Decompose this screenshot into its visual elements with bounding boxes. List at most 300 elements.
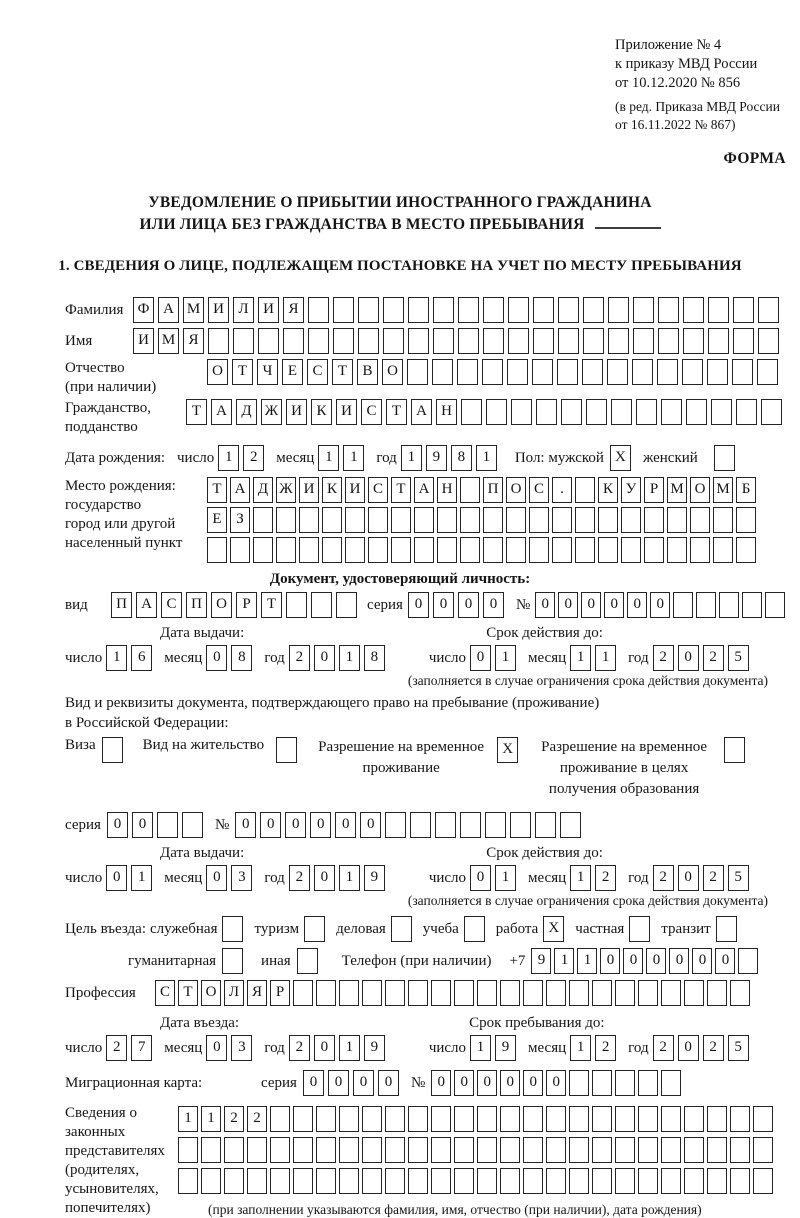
residence-valid-year-cell[interactable]: 0 xyxy=(678,865,699,891)
representative-cell[interactable]: 1 xyxy=(201,1106,221,1132)
birth-place-cell[interactable]: З xyxy=(230,507,250,533)
birth-place-cell[interactable]: Н xyxy=(437,477,457,503)
representative-cell[interactable] xyxy=(224,1168,244,1194)
doc-type-cell[interactable]: П xyxy=(186,592,207,618)
surname-cell[interactable] xyxy=(683,297,704,323)
doc-number-cell[interactable]: 0 xyxy=(558,592,578,618)
residence-number-cell[interactable]: 0 xyxy=(285,812,306,838)
birth-place-cell[interactable] xyxy=(345,507,365,533)
representative-cell[interactable] xyxy=(362,1106,382,1132)
patronymic-cell[interactable]: Ч xyxy=(257,359,278,385)
residence-number-cell[interactable]: 0 xyxy=(235,812,256,838)
profession-cell[interactable]: Л xyxy=(224,980,244,1006)
purpose-other-checkbox[interactable] xyxy=(297,948,318,974)
given-name-cell[interactable] xyxy=(708,328,729,354)
birth-place-cell[interactable] xyxy=(690,507,710,533)
citizenship-cell[interactable] xyxy=(611,399,632,425)
birth-place-cell[interactable] xyxy=(368,507,388,533)
doc-type-cell[interactable]: О xyxy=(211,592,232,618)
birth-place-cell[interactable] xyxy=(276,537,296,563)
migration-series-cell[interactable]: 0 xyxy=(378,1070,399,1096)
phone-digit-cell[interactable] xyxy=(738,948,758,974)
surname-cell[interactable]: Ф xyxy=(133,297,154,323)
doc-valid-year-cell[interactable]: 2 xyxy=(703,645,724,671)
profession-cell[interactable] xyxy=(293,980,313,1006)
birth-place-cell[interactable] xyxy=(552,537,572,563)
entry-year-cell[interactable]: 0 xyxy=(314,1035,335,1061)
representative-cell[interactable] xyxy=(385,1137,405,1163)
residence-issue-year-cell[interactable]: 1 xyxy=(339,865,360,891)
representative-cell[interactable] xyxy=(569,1106,589,1132)
representative-cell[interactable] xyxy=(339,1137,359,1163)
citizenship-cell[interactable] xyxy=(761,399,782,425)
surname-cell[interactable] xyxy=(583,297,604,323)
surname-cell[interactable]: Л xyxy=(233,297,254,323)
birth-year-cell[interactable]: 8 xyxy=(451,445,472,471)
doc-valid-month-cell[interactable]: 1 xyxy=(595,645,616,671)
profession-cell[interactable] xyxy=(431,980,451,1006)
representative-cell[interactable] xyxy=(523,1168,543,1194)
birth-place-cell[interactable] xyxy=(621,507,641,533)
profession-cell[interactable] xyxy=(339,980,359,1006)
profession-cell[interactable] xyxy=(638,980,658,1006)
citizenship-cell[interactable] xyxy=(586,399,607,425)
residence-number-cell[interactable] xyxy=(510,812,531,838)
surname-cell[interactable]: М xyxy=(183,297,204,323)
phone-digit-cell[interactable]: 9 xyxy=(531,948,551,974)
representative-cell[interactable] xyxy=(270,1106,290,1132)
representative-cell[interactable] xyxy=(477,1106,497,1132)
birth-place-cell[interactable] xyxy=(322,507,342,533)
birth-place-cell[interactable] xyxy=(414,507,434,533)
stay-year-cell[interactable]: 2 xyxy=(703,1035,724,1061)
surname-cell[interactable] xyxy=(658,297,679,323)
doc-number-cell[interactable] xyxy=(719,592,739,618)
patronymic-cell[interactable] xyxy=(507,359,528,385)
birth-place-cell[interactable]: Е xyxy=(207,507,227,533)
birth-place-cell[interactable]: А xyxy=(230,477,250,503)
given-name-cell[interactable] xyxy=(308,328,329,354)
representative-cell[interactable] xyxy=(293,1168,313,1194)
profession-cell[interactable] xyxy=(592,980,612,1006)
doc-issue-year-cell[interactable]: 8 xyxy=(364,645,385,671)
phone-digit-cell[interactable]: 0 xyxy=(692,948,712,974)
birth-place-cell[interactable]: О xyxy=(690,477,710,503)
representative-cell[interactable] xyxy=(408,1168,428,1194)
patronymic-cell[interactable] xyxy=(607,359,628,385)
profession-cell[interactable] xyxy=(316,980,336,1006)
birth-place-cell[interactable] xyxy=(575,477,595,503)
patronymic-cell[interactable] xyxy=(407,359,428,385)
doc-issue-year-cell[interactable]: 2 xyxy=(289,645,310,671)
doc-valid-day-cell[interactable]: 0 xyxy=(470,645,491,671)
citizenship-cell[interactable]: Н xyxy=(436,399,457,425)
profession-cell[interactable]: С xyxy=(155,980,175,1006)
profession-cell[interactable] xyxy=(477,980,497,1006)
birth-place-cell[interactable] xyxy=(299,537,319,563)
residence-valid-day-cell[interactable]: 0 xyxy=(470,865,491,891)
entry-year-cell[interactable]: 2 xyxy=(289,1035,310,1061)
given-name-cell[interactable] xyxy=(458,328,479,354)
representative-cell[interactable] xyxy=(339,1106,359,1132)
representative-cell[interactable] xyxy=(546,1168,566,1194)
male-checkbox[interactable]: X xyxy=(610,445,631,471)
representative-cell[interactable] xyxy=(615,1106,635,1132)
given-name-cell[interactable] xyxy=(533,328,554,354)
birth-place-cell[interactable]: Р xyxy=(644,477,664,503)
residence-number-cell[interactable] xyxy=(535,812,556,838)
migration-number-cell[interactable] xyxy=(592,1070,612,1096)
given-name-cell[interactable]: Я xyxy=(183,328,204,354)
representative-cell[interactable] xyxy=(730,1168,750,1194)
residence-number-cell[interactable]: 0 xyxy=(310,812,331,838)
profession-cell[interactable] xyxy=(684,980,704,1006)
citizenship-cell[interactable]: А xyxy=(411,399,432,425)
representative-cell[interactable] xyxy=(270,1137,290,1163)
birth-place-cell[interactable] xyxy=(506,507,526,533)
representative-cell[interactable] xyxy=(385,1106,405,1132)
doc-type-cell[interactable]: Р xyxy=(236,592,257,618)
phone-digit-cell[interactable]: 0 xyxy=(600,948,620,974)
birth-place-cell[interactable]: Д xyxy=(253,477,273,503)
migration-series-cell[interactable]: 0 xyxy=(353,1070,374,1096)
representative-cell[interactable] xyxy=(454,1106,474,1132)
birth-place-cell[interactable] xyxy=(391,507,411,533)
residence-issue-year-cell[interactable]: 0 xyxy=(314,865,335,891)
birth-place-cell[interactable]: . xyxy=(552,477,572,503)
residence-series-cell[interactable] xyxy=(157,812,178,838)
migration-number-cell[interactable]: 0 xyxy=(477,1070,497,1096)
residence-series-cell[interactable]: 0 xyxy=(107,812,128,838)
residence-valid-month-cell[interactable]: 2 xyxy=(595,865,616,891)
purpose-private-checkbox[interactable] xyxy=(629,916,650,942)
visa-checkbox[interactable] xyxy=(102,737,123,763)
patronymic-cell[interactable] xyxy=(532,359,553,385)
stay-year-cell[interactable]: 2 xyxy=(653,1035,674,1061)
citizenship-cell[interactable]: А xyxy=(211,399,232,425)
given-name-cell[interactable] xyxy=(658,328,679,354)
residence-issue-month-cell[interactable]: 3 xyxy=(231,865,252,891)
given-name-cell[interactable] xyxy=(383,328,404,354)
migration-number-cell[interactable] xyxy=(569,1070,589,1096)
birth-place-cell[interactable] xyxy=(483,507,503,533)
birth-place-cell[interactable]: К xyxy=(598,477,618,503)
doc-number-cell[interactable]: 0 xyxy=(581,592,601,618)
entry-month-cell[interactable]: 0 xyxy=(206,1035,227,1061)
phone-digit-cell[interactable]: 0 xyxy=(646,948,666,974)
representative-cell[interactable] xyxy=(592,1106,612,1132)
birth-place-cell[interactable] xyxy=(460,537,480,563)
citizenship-cell[interactable] xyxy=(511,399,532,425)
representative-cell[interactable] xyxy=(753,1137,773,1163)
given-name-cell[interactable] xyxy=(233,328,254,354)
citizenship-cell[interactable]: Т xyxy=(386,399,407,425)
migration-series-cell[interactable]: 0 xyxy=(303,1070,324,1096)
representative-cell[interactable] xyxy=(454,1168,474,1194)
surname-cell[interactable] xyxy=(408,297,429,323)
residence-issue-day-cell[interactable]: 1 xyxy=(131,865,152,891)
patronymic-cell[interactable] xyxy=(457,359,478,385)
residence-valid-year-cell[interactable]: 5 xyxy=(728,865,749,891)
birth-place-cell[interactable] xyxy=(276,507,296,533)
migration-number-cell[interactable]: 0 xyxy=(454,1070,474,1096)
birth-place-cell[interactable]: У xyxy=(621,477,641,503)
citizenship-cell[interactable]: И xyxy=(336,399,357,425)
surname-cell[interactable]: А xyxy=(158,297,179,323)
profession-cell[interactable]: О xyxy=(201,980,221,1006)
birth-place-cell[interactable] xyxy=(575,507,595,533)
representative-cell[interactable] xyxy=(638,1137,658,1163)
doc-number-cell[interactable]: 0 xyxy=(650,592,670,618)
doc-series-cell[interactable]: 0 xyxy=(458,592,479,618)
patronymic-cell[interactable]: С xyxy=(307,359,328,385)
birth-place-cell[interactable]: Т xyxy=(391,477,411,503)
patronymic-cell[interactable]: О xyxy=(382,359,403,385)
given-name-cell[interactable] xyxy=(683,328,704,354)
representative-cell[interactable]: 1 xyxy=(178,1106,198,1132)
doc-type-cell[interactable]: С xyxy=(161,592,182,618)
representative-cell[interactable] xyxy=(569,1137,589,1163)
surname-cell[interactable] xyxy=(733,297,754,323)
birth-place-cell[interactable] xyxy=(667,507,687,533)
representative-cell[interactable] xyxy=(293,1137,313,1163)
representative-cell[interactable] xyxy=(385,1168,405,1194)
representative-cell[interactable] xyxy=(500,1106,520,1132)
purpose-official-checkbox[interactable] xyxy=(222,916,243,942)
birth-place-cell[interactable] xyxy=(437,537,457,563)
entry-year-cell[interactable]: 9 xyxy=(364,1035,385,1061)
profession-cell[interactable] xyxy=(569,980,589,1006)
purpose-humanitarian-checkbox[interactable] xyxy=(222,948,243,974)
profession-cell[interactable] xyxy=(661,980,681,1006)
temp-permit-checkbox[interactable]: X xyxy=(497,737,518,763)
representative-cell[interactable]: 2 xyxy=(247,1106,267,1132)
doc-issue-year-cell[interactable]: 0 xyxy=(314,645,335,671)
representative-cell[interactable] xyxy=(477,1168,497,1194)
citizenship-cell[interactable]: С xyxy=(361,399,382,425)
birth-place-cell[interactable]: С xyxy=(368,477,388,503)
birth-place-cell[interactable] xyxy=(736,537,756,563)
birth-place-cell[interactable] xyxy=(621,537,641,563)
residence-number-cell[interactable] xyxy=(560,812,581,838)
birth-place-cell[interactable] xyxy=(230,537,250,563)
birth-place-cell[interactable] xyxy=(736,507,756,533)
representative-cell[interactable] xyxy=(523,1137,543,1163)
patronymic-cell[interactable]: Т xyxy=(232,359,253,385)
female-checkbox[interactable] xyxy=(714,445,735,471)
citizenship-cell[interactable] xyxy=(686,399,707,425)
birth-place-cell[interactable] xyxy=(368,537,388,563)
birth-place-cell[interactable]: И xyxy=(299,477,319,503)
birth-place-cell[interactable] xyxy=(253,507,273,533)
patronymic-cell[interactable] xyxy=(732,359,753,385)
given-name-cell[interactable] xyxy=(558,328,579,354)
phone-digit-cell[interactable]: 0 xyxy=(669,948,689,974)
birth-place-cell[interactable] xyxy=(207,537,227,563)
profession-cell[interactable] xyxy=(362,980,382,1006)
profession-cell[interactable] xyxy=(523,980,543,1006)
entry-month-cell[interactable]: 3 xyxy=(231,1035,252,1061)
citizenship-cell[interactable] xyxy=(561,399,582,425)
representative-cell[interactable] xyxy=(362,1168,382,1194)
phone-digit-cell[interactable]: 0 xyxy=(715,948,735,974)
purpose-tourism-checkbox[interactable] xyxy=(304,916,325,942)
birth-place-cell[interactable] xyxy=(253,537,273,563)
doc-valid-day-cell[interactable]: 1 xyxy=(495,645,516,671)
representative-cell[interactable] xyxy=(316,1137,336,1163)
representative-cell[interactable] xyxy=(523,1106,543,1132)
birth-day-cell[interactable]: 2 xyxy=(243,445,264,471)
birth-place-cell[interactable] xyxy=(483,537,503,563)
birth-place-cell[interactable] xyxy=(552,507,572,533)
birth-place-cell[interactable] xyxy=(713,507,733,533)
residence-number-cell[interactable]: 0 xyxy=(335,812,356,838)
stay-day-cell[interactable]: 1 xyxy=(470,1035,491,1061)
representative-cell[interactable] xyxy=(431,1106,451,1132)
given-name-cell[interactable] xyxy=(633,328,654,354)
phone-digit-cell[interactable]: 1 xyxy=(577,948,597,974)
citizenship-cell[interactable]: Д xyxy=(236,399,257,425)
birth-place-cell[interactable]: О xyxy=(506,477,526,503)
representative-cell[interactable] xyxy=(339,1168,359,1194)
purpose-study-checkbox[interactable] xyxy=(464,916,485,942)
profession-cell[interactable]: Т xyxy=(178,980,198,1006)
doc-series-cell[interactable]: 0 xyxy=(433,592,454,618)
residence-valid-year-cell[interactable]: 2 xyxy=(653,865,674,891)
purpose-work-checkbox[interactable]: X xyxy=(543,916,564,942)
surname-cell[interactable]: И xyxy=(258,297,279,323)
given-name-cell[interactable] xyxy=(508,328,529,354)
given-name-cell[interactable] xyxy=(608,328,629,354)
birth-month-cell[interactable]: 1 xyxy=(343,445,364,471)
representative-cell[interactable] xyxy=(293,1106,313,1132)
given-name-cell[interactable] xyxy=(283,328,304,354)
residence-issue-year-cell[interactable]: 2 xyxy=(289,865,310,891)
given-name-cell[interactable] xyxy=(583,328,604,354)
residence-number-cell[interactable]: 0 xyxy=(360,812,381,838)
citizenship-cell[interactable] xyxy=(636,399,657,425)
surname-cell[interactable] xyxy=(708,297,729,323)
representative-cell[interactable] xyxy=(546,1106,566,1132)
surname-cell[interactable] xyxy=(308,297,329,323)
surname-cell[interactable] xyxy=(333,297,354,323)
representative-cell[interactable] xyxy=(753,1168,773,1194)
doc-valid-year-cell[interactable]: 5 xyxy=(728,645,749,671)
representative-cell[interactable] xyxy=(178,1168,198,1194)
birth-place-cell[interactable] xyxy=(690,537,710,563)
patronymic-cell[interactable] xyxy=(707,359,728,385)
representative-cell[interactable] xyxy=(661,1168,681,1194)
birth-place-cell[interactable] xyxy=(345,537,365,563)
residence-issue-month-cell[interactable]: 0 xyxy=(206,865,227,891)
doc-number-cell[interactable] xyxy=(673,592,693,618)
surname-cell[interactable] xyxy=(433,297,454,323)
birth-place-cell[interactable] xyxy=(460,507,480,533)
profession-cell[interactable]: Р xyxy=(270,980,290,1006)
birth-place-cell[interactable] xyxy=(529,507,549,533)
doc-issue-year-cell[interactable]: 1 xyxy=(339,645,360,671)
doc-issue-month-cell[interactable]: 0 xyxy=(206,645,227,671)
representative-cell[interactable] xyxy=(316,1106,336,1132)
residence-issue-year-cell[interactable]: 9 xyxy=(364,865,385,891)
representative-cell[interactable] xyxy=(247,1137,267,1163)
patronymic-cell[interactable] xyxy=(582,359,603,385)
edu-permit-checkbox[interactable] xyxy=(724,737,745,763)
citizenship-cell[interactable] xyxy=(461,399,482,425)
birth-day-cell[interactable]: 1 xyxy=(218,445,239,471)
birth-place-cell[interactable]: К xyxy=(322,477,342,503)
representative-cell[interactable] xyxy=(408,1137,428,1163)
residence-number-cell[interactable] xyxy=(385,812,406,838)
birth-place-cell[interactable] xyxy=(598,507,618,533)
profession-cell[interactable] xyxy=(385,980,405,1006)
birth-place-cell[interactable]: С xyxy=(529,477,549,503)
birth-place-cell[interactable] xyxy=(506,537,526,563)
representative-cell[interactable] xyxy=(707,1168,727,1194)
migration-number-cell[interactable] xyxy=(638,1070,658,1096)
birth-place-cell[interactable] xyxy=(644,537,664,563)
migration-series-cell[interactable]: 0 xyxy=(328,1070,349,1096)
profession-cell[interactable] xyxy=(615,980,635,1006)
birth-place-cell[interactable]: А xyxy=(414,477,434,503)
representative-cell[interactable] xyxy=(500,1137,520,1163)
representative-cell[interactable] xyxy=(684,1137,704,1163)
stay-day-cell[interactable]: 9 xyxy=(495,1035,516,1061)
birth-place-cell[interactable]: И xyxy=(345,477,365,503)
residence-valid-day-cell[interactable]: 1 xyxy=(495,865,516,891)
representative-cell[interactable] xyxy=(431,1168,451,1194)
entry-day-cell[interactable]: 7 xyxy=(131,1035,152,1061)
patronymic-cell[interactable] xyxy=(632,359,653,385)
citizenship-cell[interactable]: Ж xyxy=(261,399,282,425)
profession-cell[interactable] xyxy=(546,980,566,1006)
birth-year-cell[interactable]: 1 xyxy=(401,445,422,471)
residence-valid-month-cell[interactable]: 1 xyxy=(570,865,591,891)
representative-cell[interactable] xyxy=(684,1168,704,1194)
doc-issue-day-cell[interactable]: 6 xyxy=(131,645,152,671)
residence-number-cell[interactable] xyxy=(410,812,431,838)
doc-type-cell[interactable] xyxy=(336,592,357,618)
residence-number-cell[interactable]: 0 xyxy=(260,812,281,838)
doc-number-cell[interactable]: 0 xyxy=(535,592,555,618)
representative-cell[interactable] xyxy=(569,1168,589,1194)
citizenship-cell[interactable] xyxy=(536,399,557,425)
patronymic-cell[interactable]: В xyxy=(357,359,378,385)
birth-month-cell[interactable]: 1 xyxy=(318,445,339,471)
doc-valid-year-cell[interactable]: 2 xyxy=(653,645,674,671)
doc-valid-month-cell[interactable]: 1 xyxy=(570,645,591,671)
stay-year-cell[interactable]: 0 xyxy=(678,1035,699,1061)
entry-year-cell[interactable]: 1 xyxy=(339,1035,360,1061)
representative-cell[interactable] xyxy=(477,1137,497,1163)
representative-cell[interactable]: 2 xyxy=(224,1106,244,1132)
doc-number-cell[interactable]: 0 xyxy=(627,592,647,618)
patronymic-cell[interactable] xyxy=(482,359,503,385)
doc-type-cell[interactable]: П xyxy=(111,592,132,618)
birth-place-cell[interactable]: М xyxy=(667,477,687,503)
birth-place-cell[interactable] xyxy=(437,507,457,533)
migration-number-cell[interactable]: 0 xyxy=(431,1070,451,1096)
representative-cell[interactable] xyxy=(500,1168,520,1194)
purpose-transit-checkbox[interactable] xyxy=(716,916,737,942)
birth-place-cell[interactable]: М xyxy=(713,477,733,503)
profession-cell[interactable] xyxy=(500,980,520,1006)
surname-cell[interactable]: Я xyxy=(283,297,304,323)
surname-cell[interactable] xyxy=(758,297,779,323)
patronymic-cell[interactable]: О xyxy=(207,359,228,385)
patronymic-cell[interactable]: Е xyxy=(282,359,303,385)
entry-day-cell[interactable]: 2 xyxy=(106,1035,127,1061)
